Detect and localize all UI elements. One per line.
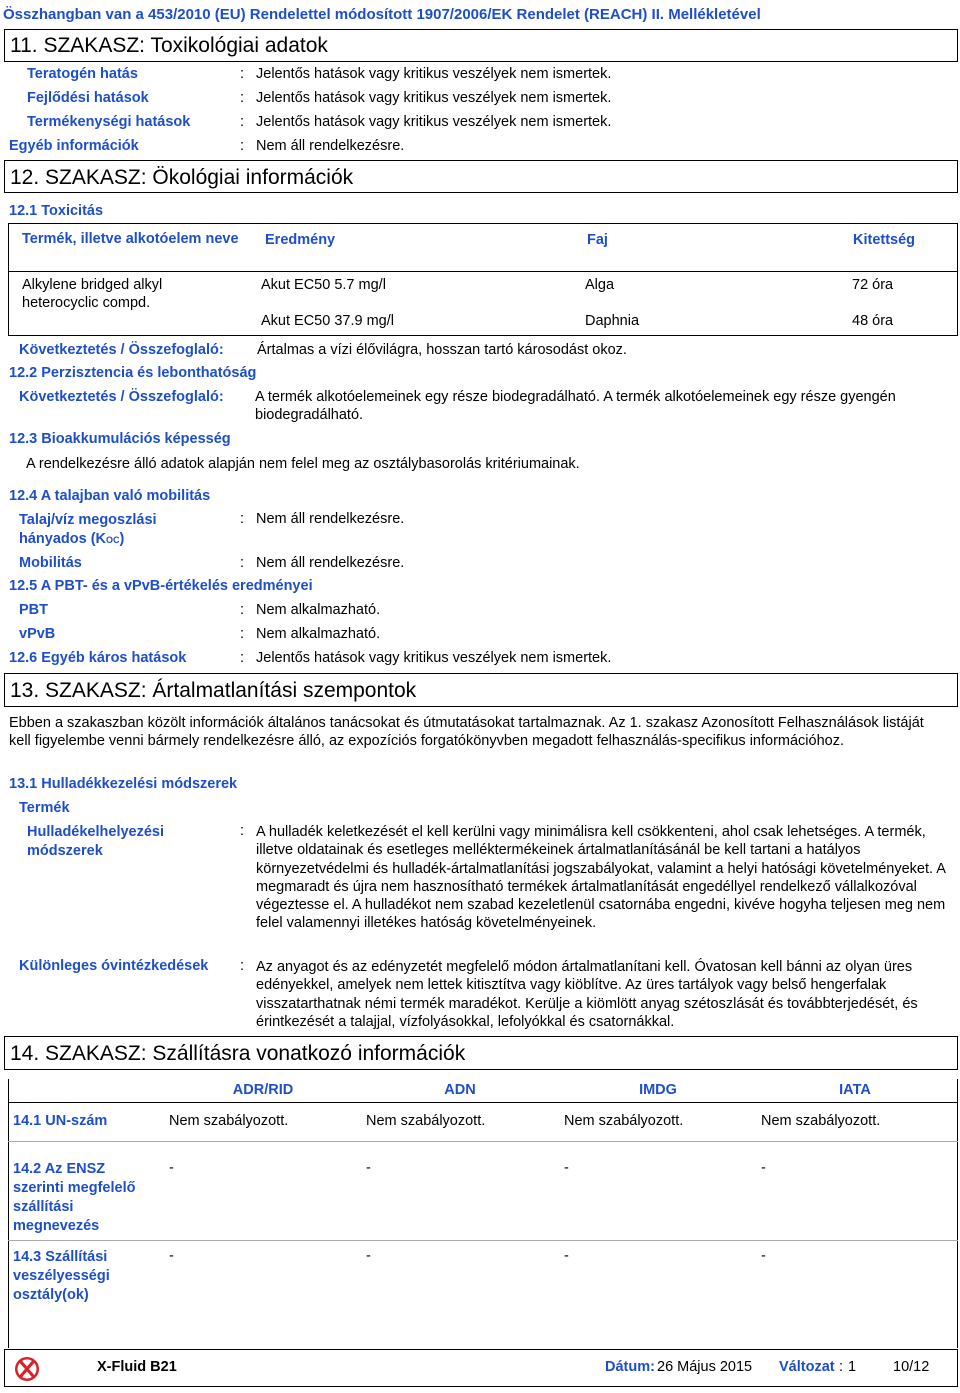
product-subheading: Termék: [19, 800, 70, 816]
pbt-label: PBT: [19, 602, 48, 618]
row-divider: [8, 1240, 958, 1241]
teratogen-label: Teratogén hatás: [27, 66, 138, 82]
other-effects-value: Jelentős hatások vagy kritikus veszélyek nem ismertek.: [256, 650, 612, 666]
koc-label: [19, 511, 199, 550]
transport-table-divider: [8, 1102, 958, 1103]
un-number-iata: Nem szabályozott.: [761, 1113, 881, 1129]
section-12-heading-box: [4, 160, 958, 193]
koc-label-text: Talaj/víz megoszlási hányados (K: [19, 512, 157, 547]
table-header-result: Eredmény: [265, 232, 336, 248]
colon: :: [240, 650, 245, 666]
regulation-header: Összhangban van a 453/2010 (EU) Rendelettel módosított 1907/2006/EK Rendelet (REACH) II. Mellékletével: [3, 6, 761, 23]
colon: :: [240, 114, 245, 130]
footer-date-value: 26 Május 2015: [657, 1359, 753, 1375]
shipping-name-adn: -: [366, 1160, 371, 1176]
table-row-exposure: 48 óra: [852, 313, 894, 329]
section-13-heading-box: [4, 673, 958, 707]
section-14-heading-box: [4, 1036, 958, 1070]
koc-value: Nem áll rendelkezésre.: [256, 511, 405, 527]
toxicity-conclusion: Ártalmas a vízi élővilágra, hosszan tartó károsodást okoz.: [257, 342, 627, 358]
vpvb-label: vPvB: [19, 626, 56, 642]
company-logo-icon: [14, 1356, 40, 1382]
section-12-title: 12. SZAKASZ: Ökológiai információk: [10, 166, 354, 189]
bioaccumulation-text: A rendelkezésre álló adatok alapján nem felel meg az osztálybasorolás kritériumainak.: [26, 456, 580, 472]
other-effects-label: 12.6 Egyéb káros hatások: [9, 650, 187, 666]
pbt-title: 12.5 A PBT- és a vPvB-értékelés eredményei: [9, 578, 313, 594]
mobility-value: Nem áll rendelkezésre.: [256, 555, 405, 571]
special-precautions-text: Az anyagot és az edényzetét megfelelő módon ártalmatlanítani kell. Óvatosan kell bánni az olyan üres edényekkel, amelyek nem lettek kitisztítva vagy kiöblítve. Az üres tartályok vagy belső hengerfalak visszatarthatnak némi termék maradékot. Kerülje a kiömlött anyag szétoszlását és továbbterjedését, és érintkezését a talajjal, vízfolyásokkal, lefolyókkal és csatornákkal.: [256, 959, 918, 1030]
footer-product-name: X-Fluid B21: [97, 1359, 177, 1375]
section-13-intro: Ebben a szakaszban közölt információk általános tanácsokat és útmutatásokat tartalmaznak. Az 1. szakasz Azonosított Felhasználások listáját kell figyelembe venni bármely rendelkezésre álló, az expozíciós forgatókönyvben megadott felhasználás-specifikus információhoz.: [9, 715, 924, 749]
hazard-class-imdg: -: [564, 1248, 569, 1264]
fertility-label: Termékenységi hatások: [27, 114, 191, 130]
table-row-result: Akut EC50 5.7 mg/l: [261, 277, 386, 293]
section-11-title: 11. SZAKASZ: Toxikológiai adatok: [10, 34, 328, 57]
waste-methods-title: 13.1 Hulladékkezelési módszerek: [9, 776, 238, 792]
section-14-title: 14. SZAKASZ: Szállításra vonatkozó információk: [10, 1042, 466, 1065]
section-13-title: 13. SZAKASZ: Ártalmatlanítási szempontok: [10, 679, 417, 702]
footer: [4, 1349, 958, 1387]
transport-col-adr: ADR/RID: [232, 1082, 294, 1098]
footer-page-number: 10/12: [893, 1359, 930, 1375]
hazard-class-adn: -: [366, 1248, 371, 1264]
un-number-adr: Nem szabályozott.: [169, 1113, 289, 1129]
persistence-conclusion-label: Következtetés / Összefoglaló:: [19, 389, 224, 405]
koc-subscript: OC: [106, 535, 120, 545]
shipping-name-imdg: -: [564, 1160, 569, 1176]
hazard-class-adr: -: [169, 1248, 174, 1264]
colon: :: [240, 602, 245, 618]
row-divider: [8, 1141, 958, 1142]
table-row-result: Akut EC50 37.9 mg/l: [261, 313, 394, 329]
table-header-exposure: Kitettség: [853, 232, 916, 248]
fertility-value: Jelentős hatások vagy kritikus veszélyek nem ismertek.: [256, 114, 612, 130]
colon: :: [839, 1359, 844, 1375]
table-row-species: Daphnia: [585, 313, 640, 329]
footer-date-label: Dátum:: [605, 1359, 655, 1375]
section-11-heading-box: [4, 29, 958, 62]
shipping-name-iata: -: [761, 1160, 766, 1176]
un-number-imdg: Nem szabályozott.: [564, 1113, 684, 1129]
colon: :: [240, 958, 245, 974]
colon: :: [240, 511, 245, 527]
table-product-name: Alkylene bridged alkyl heterocyclic compd.: [22, 277, 163, 311]
vpvb-value: Nem alkalmazható.: [256, 626, 381, 642]
toxicity-conclusion-label: Következtetés / Összefoglaló:: [19, 342, 224, 358]
shipping-name-label: 14.2 Az ENSZ szerinti megfelelő szállítási megnevezés: [13, 1161, 136, 1234]
disposal-methods-text: A hulladék keletkezését el kell kerülni vagy minimálisra kell csökkenteni, ahol csak lehetséges. A termék, illetve oldatainak és esetleges melléktermékeinek ártalmatlanításánál be kell tartani a hatályos környezetvédelmi és hulladék-ártalmatlanítási jogszabályokat, valamint a helyi hatósági követelményeket. A megmaradt és újra nem hasznosítható termékek ártalmatlanítását engedéllyel rendelkező vállalkozóval végeztesse el. A hulladékot nem szabad kezeletlenül csatornába engedni, kivéve hogyha teljesen meg nem felel valamennyi illetékes hatóság követelményeinek.: [256, 824, 946, 932]
table-divider: [8, 271, 958, 272]
other-info-value: Nem áll rendelkezésre.: [256, 138, 405, 154]
colon: :: [240, 626, 245, 642]
transport-col-iata: IATA: [839, 1082, 871, 1098]
teratogen-value: Jelentős hatások vagy kritikus veszélyek nem ismertek.: [256, 66, 612, 82]
mobility-title: 12.4 A talajban való mobilitás: [9, 488, 211, 504]
table-row-exposure: 72 óra: [852, 277, 894, 293]
footer-version-label: Változat: [779, 1359, 835, 1375]
toxicity-title: 12.1 Toxicitás: [9, 203, 104, 219]
bioaccumulation-title: 12.3 Bioakkumulációs képesség: [9, 431, 231, 447]
un-number-label: 14.1 UN-szám: [13, 1113, 108, 1129]
special-precautions-label: Különleges óvintézkedések: [19, 958, 209, 974]
koc-label-end: ): [119, 531, 125, 547]
mobility-label: Mobilitás: [19, 555, 82, 571]
shipping-name-adr: -: [169, 1160, 174, 1176]
transport-col-adn: ADN: [444, 1082, 476, 1098]
other-info-label: Egyéb információk: [9, 138, 139, 154]
transport-col-imdg: IMDG: [639, 1082, 677, 1098]
table-header-species: Faj: [587, 232, 608, 248]
persistence-conclusion: A termék alkotóelemeinek egy része biodegradálható. A termék alkotóelemeinek egy része gyengén biodegradálható.: [255, 389, 896, 423]
developmental-value: Jelentős hatások vagy kritikus veszélyek nem ismertek.: [256, 90, 612, 106]
disposal-methods-label: Hulladékelhelyezési módszerek: [27, 824, 165, 859]
un-number-adn: Nem szabályozott.: [366, 1113, 486, 1129]
developmental-label: Fejlődési hatások: [27, 90, 149, 106]
table-header-product: Termék, illetve alkotóelem neve: [22, 231, 239, 247]
footer-version-value: 1: [848, 1359, 857, 1375]
table-row-species: Alga: [585, 277, 615, 293]
colon: :: [240, 555, 245, 571]
colon: :: [240, 138, 245, 154]
hazard-class-label: 14.3 Szállítási veszélyességi osztály(ok): [13, 1249, 110, 1303]
persistence-title: 12.2 Perzisztencia és lebonthatóság: [9, 365, 257, 381]
pbt-value: Nem alkalmazható.: [256, 602, 381, 618]
colon: :: [240, 823, 245, 839]
colon: :: [240, 90, 245, 106]
colon: :: [240, 66, 245, 82]
hazard-class-iata: -: [761, 1248, 766, 1264]
